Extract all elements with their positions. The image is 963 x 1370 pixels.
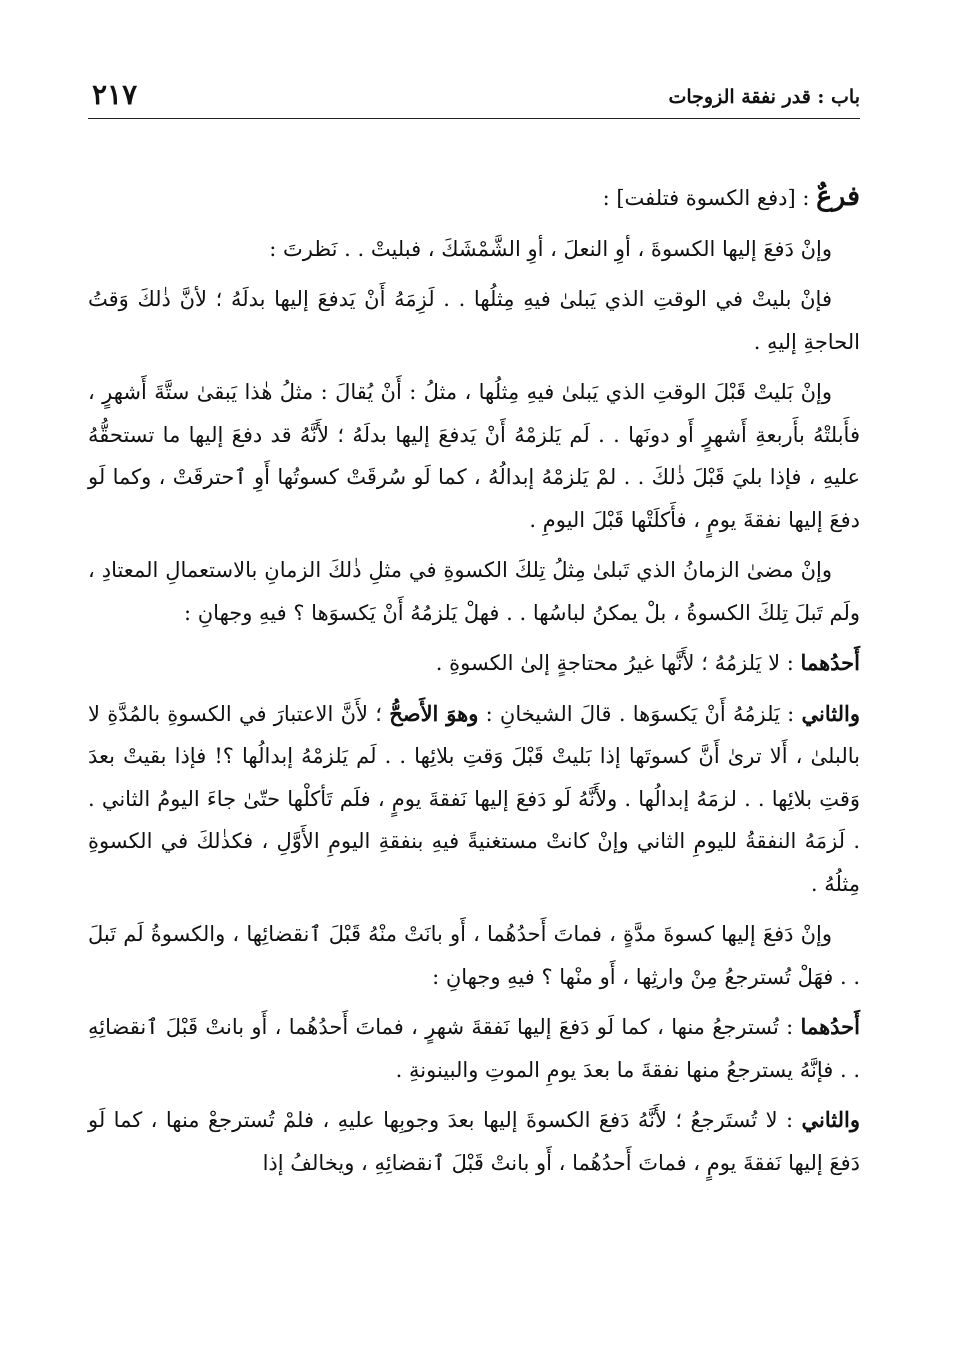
opinion-label-first: أَحدُهما: [800, 650, 860, 675]
paragraph-4: وإنْ مضىٰ الزمانُ الذي تَبلىٰ مِثلُ تِلكَ الكسوةِ في مثلِ ذٰلكَ الزمانِ بالاستعمالِ المعتادِ ، ولَم تَبلَ تِلكَ الكسوةُ ، بلْ يمكنُ لباسُها . . فهلْ يَلزمُهُ أَنْ يَكسوَها ؟ فيهِ وجهانِ :: [88, 558, 860, 625]
opinion-text-second-a: : يَلزمُهُ أَنْ يَكسوَها . قالَ الشيخانِ :: [478, 701, 802, 726]
section-heading: [88, 176, 860, 220]
paragraph-5: [88, 642, 860, 685]
section-label: فرعٌ: [816, 181, 860, 212]
page-body: [88, 176, 860, 1192]
paragraph-9: [88, 1099, 860, 1184]
paragraph-8: [88, 1006, 860, 1091]
chapter-title: باب : قدر نفقة الزوجات: [668, 86, 860, 108]
paragraph-3: وإنْ بَليتْ قَبْلَ الوقتِ الذي يَبلىٰ فيهِ مِثلُها ، مثلُ : أَنْ يُقالَ : مثلُ هٰذا يَبقىٰ ستَّةَ أَشهرٍ ، فأَبلتْهُ بأَربعةِ أَشهرٍ أَو دونَها . . لَم يَلزمْهُ أَنْ يَدفعَ إليها بدلَهُ ؛ لأَنَّهُ قد دفعَ إليها ما تستحقُّهُ عليهِ ، فإذا بليَ قَبْلَ ذٰلكَ . . لمْ يَلزمْهُ إبدالُهُ ، كما لَو سُرقَتْ كسوتُها أَوِ ٱحترقَتْ ، وكما لَو دفعَ إليها نفقةَ يومٍ ، فأَكلَتْها قَبْلَ اليومِ .: [88, 380, 860, 532]
opinion-label-first-2: أَحدُهما: [800, 1014, 860, 1039]
running-header: [88, 78, 860, 119]
opinion-label-second-2: والثاني: [801, 1107, 860, 1132]
opinion-text-first-2: : تُسترجعُ منها ، كما لَو دَفعَ إليها نَفقةَ شهرٍ ، فماتَ أَحدُهُما ، أَو بانتْ قَبْلَ ٱنقضائِهِ . . فإنَّهُ يسترجعُ منها نفقةَ ما بعدَ يومِ الموتِ والبينونةِ .: [88, 1015, 860, 1082]
preferred-opinion: وهوَ الأَصحُّ: [389, 700, 479, 726]
paragraph-1: وإنْ دَفعَ إليها الكسوةَ ، أوِ النعلَ ، أوِ الشَّمْشَكَ ، فبليتْ . . نَظرتَ :: [269, 236, 832, 261]
section-title: : [دفع الكسوة فتلفت] :: [602, 186, 817, 210]
opinion-text-second-b: ؛ لأَنَّ الاعتبارَ في الكسوةِ بالمُدَّةِ لا بالبلىٰ ، أَلا ترىٰ أَنَّ كسوتَها إذا بَليتْ قَبْلَ وَقتِ بلائِها . . لَم يَلزمْهُ إبدالُها ؟! فإذا بقيتْ بعدَ وَقتِ بلائِها . . لزمَهُ إبدالُها . ولأَنَّهُ لَو دَفعَ إليها نَفقةَ يومٍ ، فلَم تَأكلْها حتّىٰ جاءَ اليومُ الثاني . . لَزمَهُ النفقةُ لليومِ الثاني وإنْ كانتْ مستغنيةً فيهِ بنفقةِ اليومِ الأَوَّلِ ، فكذٰلكَ في الكسوةِ مِثلُهُ .: [88, 701, 860, 896]
paragraph-2: فإنْ بليتْ في الوقتِ الذي يَبلىٰ فيهِ مِثلُها . . لَزِمَهُ أَنْ يَدفعَ إليها بدلَهُ ؛ لأنَّ ذٰلكَ وَقتُ الحاجةِ إليهِ .: [88, 287, 860, 354]
paragraph-6: [88, 693, 860, 906]
page-number: ٢١٧: [92, 78, 138, 111]
opinion-text-second-2: : لا تُستَرجعُ ؛ لأَنَّهُ دَفعَ الكسوةَ إليها بعدَ وجوبِها عليهِ ، فلمْ تُسترجعْ منها ، كما لَو دَفعَ إليها نَفقةَ يومٍ ، فماتَ أَحدُهُما ، أَو بانتْ قَبْلَ ٱنقضائِهِ ، ويخالفُ إذا: [88, 1108, 860, 1175]
paragraph-7: وإنْ دَفعَ إليها كسوةَ مدَّةٍ ، فماتَ أَحدُهُما ، أَو بانَتْ منْهُ قَبْلَ ٱنقضائِها ، والكسوةُ لَم تَبلَ . . فهَلْ تُسترجعُ مِنْ وارثِها ، أَو منْها ؟ فيهِ وجهانِ :: [88, 922, 860, 989]
opinion-label-second: والثاني: [801, 700, 860, 726]
opinion-text-first: : لا يَلزمُهُ ؛ لأَنَّها غيرُ محتاجةٍ إلىٰ الكسوةِ .: [435, 651, 801, 675]
